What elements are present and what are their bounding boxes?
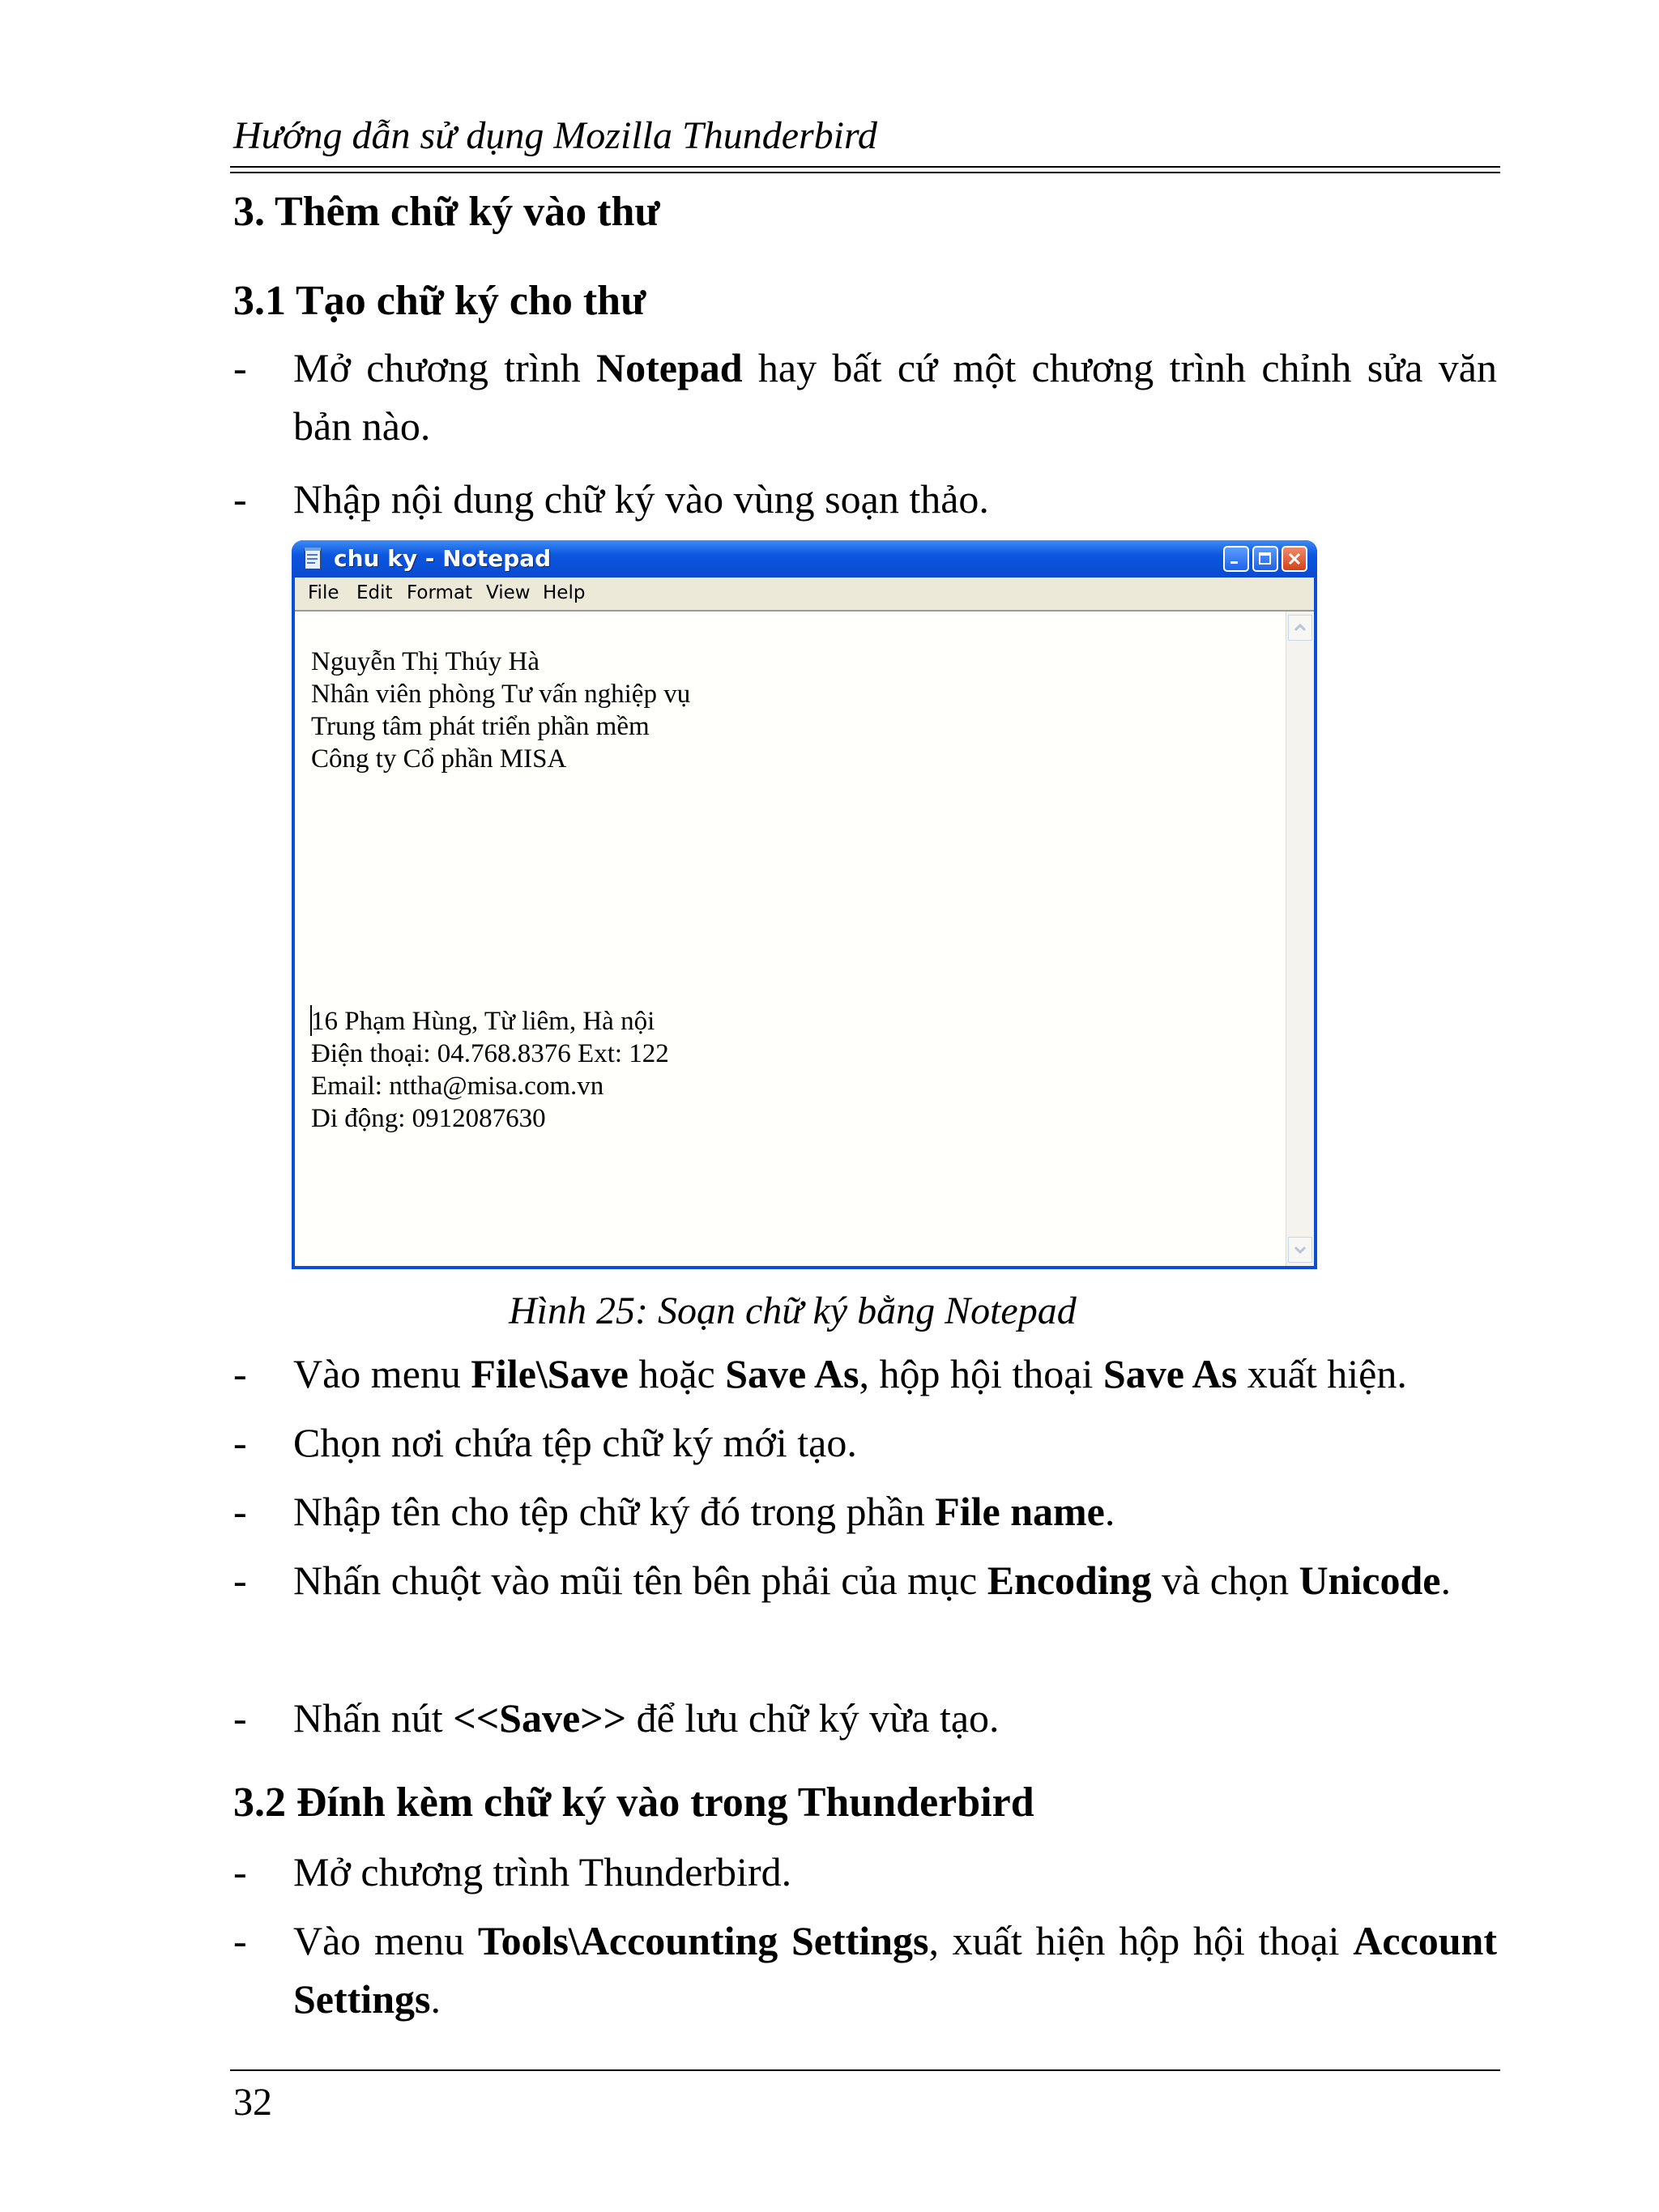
signature-line: Nhân viên phòng Tư vấn nghiệp vụ: [311, 680, 691, 709]
signature-line: Điện thoại: 04.768.8376 Ext: 122: [311, 1039, 669, 1068]
vertical-scrollbar[interactable]: [1286, 612, 1314, 1266]
figure-caption: Hình 25: Soạn chữ ký bằng Notepad: [509, 1289, 1077, 1332]
menu-format[interactable]: Format: [407, 582, 473, 603]
bullet-dash: -: [233, 1351, 247, 1396]
bullet-file-name: [233, 1482, 1497, 1541]
bullet-save-button: [233, 1689, 1497, 1747]
signature-line: 16 Phạm Hùng, Từ liêm, Hà nội: [311, 1007, 655, 1036]
chevron-up-icon: [1289, 616, 1311, 640]
bullet-dash: -: [233, 1695, 247, 1741]
bullet-text: Chọn nơi chứa tệp chữ ký mới tạo.: [293, 1420, 857, 1465]
bullet-text: Nhập nội dung chữ ký vào vùng soạn thảo.: [293, 476, 989, 522]
signature-line: Trung tâm phát triển phần mềm: [311, 712, 650, 741]
bullet-dash: -: [233, 1489, 247, 1534]
bullet-dash: -: [233, 476, 247, 522]
section-3-heading: 3. Thêm chữ ký vào thư: [233, 189, 660, 235]
bullet-text: Vào menu Tools\Accounting Settings, xuất hiện hộp hội thoại Account Settings.: [293, 1918, 1498, 2022]
header-rule-double: [230, 172, 1500, 173]
running-header: Hướng dẫn sử dụng Mozilla Thunderbird: [233, 114, 877, 157]
bullet-enter-signature: [233, 470, 1497, 528]
section-3-2-heading: 3.2 Đính kèm chữ ký vào trong Thunderbird: [233, 1779, 1034, 1826]
bullet-dash: -: [233, 1420, 247, 1465]
footer-rule: [230, 2069, 1500, 2071]
scroll-up-button[interactable]: [1288, 615, 1312, 641]
notepad-window: [292, 540, 1317, 1269]
scroll-down-button[interactable]: [1288, 1237, 1312, 1263]
header-rule: [230, 166, 1500, 168]
menu-view[interactable]: View: [486, 582, 531, 603]
signature-line: Công ty Cổ phần MISA: [311, 744, 567, 774]
chevron-down-icon: [1289, 1238, 1311, 1262]
bullet-text: Vào menu File\Save hoặc Save As, hộp hội thoại Save As xuất hiện.: [293, 1351, 1407, 1396]
bullet-text: Nhấn chuột vào mũi tên bên phải của mục Encoding và chọn Unicode.: [293, 1558, 1451, 1603]
bullet-text: Mở chương trình Notepad hay bất cứ một chương trình chỉnh sửa văn bản nào.: [293, 345, 1497, 449]
bullet-text: Nhấn nút <<Save>> để lưu chữ ký vừa tạo.: [293, 1695, 1000, 1741]
bullet-open-thunderbird: [233, 1843, 1497, 1901]
page-number: 32: [233, 2081, 272, 2124]
bullet-save-menu: [233, 1345, 1497, 1403]
bullet-dash: -: [233, 1918, 247, 1963]
section-3-1-heading: 3.1 Tạo chữ ký cho thư: [233, 278, 646, 324]
bullet-dash: -: [233, 1849, 247, 1894]
signature-line: Di động: 0912087630: [311, 1104, 546, 1133]
maximize-icon: [1257, 551, 1273, 567]
notepad-text-area[interactable]: [295, 610, 1314, 1266]
signature-line: Nguyễn Thị Thúy Hà: [311, 647, 539, 676]
bullet-dash: -: [233, 345, 247, 390]
bullet-text: Mở chương trình Thunderbird.: [293, 1849, 792, 1894]
minimize-button[interactable]: [1223, 546, 1249, 572]
notepad-app-icon: [303, 547, 324, 571]
bullet-choose-location: [233, 1413, 1497, 1472]
bullet-encoding: [233, 1551, 1497, 1609]
bullet-text: Nhập tên cho tệp chữ ký đó trong phần File name.: [293, 1489, 1115, 1534]
notepad-menubar: [295, 578, 1314, 610]
close-icon: [1286, 551, 1303, 567]
menu-edit[interactable]: Edit: [356, 582, 393, 603]
notepad-titlebar[interactable]: [292, 540, 1317, 578]
minimize-icon: [1228, 551, 1244, 567]
maximize-button[interactable]: [1252, 546, 1278, 572]
bullet-dash: -: [233, 1558, 247, 1603]
bullet-open-notepad: [233, 339, 1497, 455]
close-button[interactable]: [1282, 546, 1307, 572]
notepad-title: chu ky - Notepad: [334, 545, 552, 572]
signature-line: Email: nttha@misa.com.vn: [311, 1072, 604, 1101]
menu-help[interactable]: Help: [543, 582, 586, 603]
bullet-account-settings: [233, 1912, 1497, 2028]
menu-file[interactable]: File: [308, 582, 339, 603]
